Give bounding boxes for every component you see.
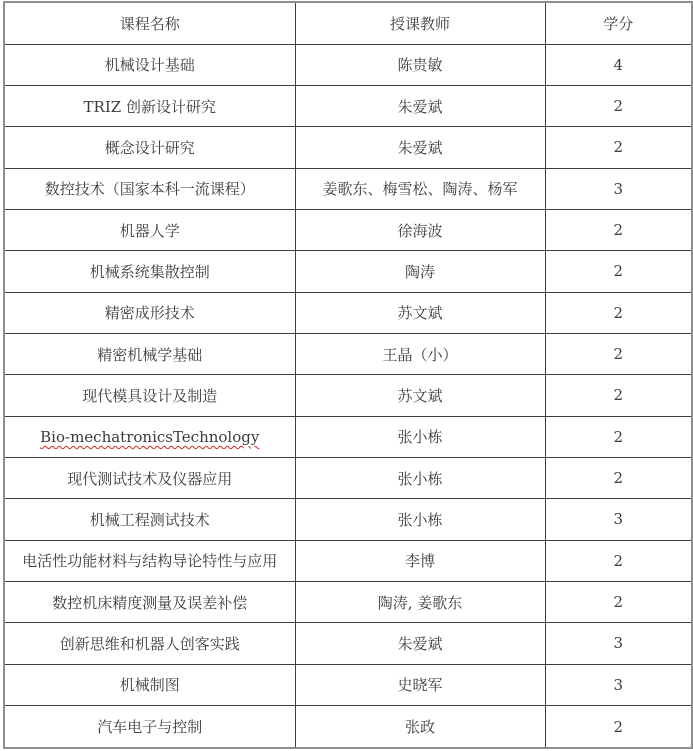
course-name-cell bbox=[4, 44, 295, 85]
credits-cell bbox=[545, 664, 692, 705]
credits-text: 2 bbox=[613, 97, 624, 116]
table-row bbox=[4, 499, 692, 540]
credits-text: 3 bbox=[613, 179, 624, 198]
teacher-cell bbox=[295, 581, 545, 622]
credits-cell bbox=[545, 706, 692, 749]
course-name-cell bbox=[4, 706, 295, 749]
teacher-cell bbox=[295, 706, 545, 749]
teacher-cell bbox=[295, 251, 545, 292]
course-name-cell bbox=[4, 664, 295, 705]
credits-cell bbox=[545, 457, 692, 498]
course-name-text: 电活性功能材料与结构导论特性与应用 bbox=[22, 552, 278, 571]
course-name-text: 数控机床精度测量及误差补偿 bbox=[52, 593, 248, 612]
credits-text: 2 bbox=[613, 138, 624, 157]
teacher-text: 苏文斌 bbox=[397, 304, 443, 323]
course-name-cell bbox=[4, 85, 295, 126]
course-table bbox=[3, 1, 693, 749]
teacher-cell bbox=[295, 664, 545, 705]
course-name-text: 现代测试技术及仪器应用 bbox=[67, 469, 233, 488]
teacher-text: 徐海波 bbox=[397, 221, 443, 240]
teacher-cell bbox=[295, 457, 545, 498]
teacher-text: 姜歌东、梅雪松、陶涛、杨军 bbox=[322, 180, 518, 199]
teacher-cell bbox=[295, 499, 545, 540]
teacher-cell bbox=[295, 209, 545, 250]
course-name-cell bbox=[4, 540, 295, 581]
teacher-cell bbox=[295, 375, 545, 416]
course-name-cell bbox=[4, 209, 295, 250]
course-name-cell bbox=[4, 499, 295, 540]
credits-cell bbox=[545, 127, 692, 168]
credits-text: 2 bbox=[613, 262, 624, 281]
course-name-text: 创新思维和机器人创客实践 bbox=[59, 634, 240, 653]
table-row bbox=[4, 85, 692, 126]
credits-text: 3 bbox=[613, 675, 624, 694]
table-row bbox=[4, 457, 692, 498]
credits-text: 2 bbox=[613, 469, 624, 488]
table-row bbox=[4, 706, 692, 749]
teacher-cell bbox=[295, 333, 545, 374]
teacher-text: 苏文斌 bbox=[397, 386, 443, 405]
credits-cell bbox=[545, 416, 692, 457]
teacher-cell bbox=[295, 44, 545, 85]
teacher-text: 陈贵敏 bbox=[397, 56, 443, 75]
table-row bbox=[4, 375, 692, 416]
header-row bbox=[4, 2, 692, 44]
table-row bbox=[4, 416, 692, 457]
credits-text: 2 bbox=[613, 593, 624, 612]
teacher-cell bbox=[295, 127, 545, 168]
teacher-text: 朱爱斌 bbox=[397, 97, 443, 116]
course-name-text: 机械制图 bbox=[119, 676, 180, 695]
course-name-text: TRIZ 创新设计研究 bbox=[83, 97, 216, 116]
teacher-cell bbox=[295, 540, 545, 581]
teacher-text: 朱爱斌 bbox=[397, 634, 443, 653]
course-name-text: 机械设计基础 bbox=[104, 56, 195, 75]
course-name-cell bbox=[4, 416, 295, 457]
credits-cell bbox=[545, 375, 692, 416]
teacher-text: 朱爱斌 bbox=[397, 138, 443, 157]
teacher-cell bbox=[295, 416, 545, 457]
teacher-cell bbox=[295, 623, 545, 664]
teacher-text: 史晓军 bbox=[397, 676, 443, 695]
course-name-text: 汽车电子与控制 bbox=[97, 718, 203, 736]
teacher-text: 张政 bbox=[404, 718, 435, 736]
credits-text: 4 bbox=[613, 55, 624, 74]
credits-cell bbox=[545, 540, 692, 581]
teacher-cell bbox=[295, 85, 545, 126]
header-teacher: 授课教师 bbox=[295, 2, 545, 44]
credits-cell bbox=[545, 209, 692, 250]
course-name-cell bbox=[4, 292, 295, 333]
course-name-cell bbox=[4, 375, 295, 416]
credits-cell bbox=[545, 623, 692, 664]
credits-text: 2 bbox=[613, 551, 624, 570]
course-name-cell bbox=[4, 333, 295, 374]
credits-text: 2 bbox=[613, 386, 624, 405]
table-row bbox=[4, 623, 692, 664]
credits-text: 2 bbox=[613, 345, 624, 364]
course-name-cell bbox=[4, 457, 295, 498]
table-row bbox=[4, 127, 692, 168]
course-name-text: 概念设计研究 bbox=[104, 138, 195, 157]
teacher-text: 陶涛 bbox=[404, 262, 435, 281]
teacher-text: 陶涛, 姜歌东 bbox=[377, 593, 463, 612]
table-row bbox=[4, 333, 692, 374]
credits-cell bbox=[545, 333, 692, 374]
course-name-text: 机械工程测试技术 bbox=[89, 510, 210, 529]
credits-text: 2 bbox=[613, 221, 624, 240]
course-name-text: 机器人学 bbox=[119, 221, 180, 240]
header-course-name: 课程名称 bbox=[4, 2, 295, 44]
table-row bbox=[4, 540, 692, 581]
credits-cell bbox=[545, 581, 692, 622]
credits-text: 2 bbox=[613, 303, 624, 322]
course-name-cell bbox=[4, 251, 295, 292]
table-row bbox=[4, 251, 692, 292]
credits-cell bbox=[545, 168, 692, 209]
teacher-cell bbox=[295, 168, 545, 209]
credits-cell bbox=[545, 499, 692, 540]
course-table-body bbox=[4, 44, 692, 748]
credits-text: 3 bbox=[613, 634, 624, 653]
credits-text: 2 bbox=[613, 427, 624, 446]
course-name-text: 数控技术（国家本科一流课程） bbox=[44, 180, 255, 199]
table-row bbox=[4, 292, 692, 333]
course-name-cell bbox=[4, 168, 295, 209]
credits-cell bbox=[545, 251, 692, 292]
course-name-cell bbox=[4, 127, 295, 168]
course-name-text: Bio-mechatronicsTechnology bbox=[40, 427, 260, 446]
teacher-text: 王晶（小） bbox=[382, 345, 458, 364]
credits-text: 3 bbox=[613, 510, 624, 529]
credits-cell bbox=[545, 85, 692, 126]
course-name-cell bbox=[4, 623, 295, 664]
header-credits: 学分 bbox=[545, 2, 692, 44]
credits-text: 2 bbox=[613, 717, 624, 736]
course-name-text: 机械系统集散控制 bbox=[89, 262, 210, 281]
teacher-cell bbox=[295, 292, 545, 333]
course-name-text: 精密成形技术 bbox=[104, 304, 195, 323]
credits-cell bbox=[545, 292, 692, 333]
teacher-text: 李博 bbox=[404, 552, 435, 571]
table-row bbox=[4, 168, 692, 209]
course-name-text: 现代模具设计及制造 bbox=[82, 386, 218, 405]
course-name-cell bbox=[4, 581, 295, 622]
credits-cell bbox=[545, 44, 692, 85]
table-row bbox=[4, 44, 692, 85]
teacher-text: 张小栋 bbox=[397, 428, 443, 447]
teacher-text: 张小栋 bbox=[397, 469, 443, 488]
course-table-header bbox=[4, 2, 692, 44]
course-name-text: 精密机械学基础 bbox=[97, 345, 203, 364]
teacher-text: 张小栋 bbox=[397, 510, 443, 529]
table-row bbox=[4, 209, 692, 250]
table-row bbox=[4, 664, 692, 705]
table-row bbox=[4, 581, 692, 622]
